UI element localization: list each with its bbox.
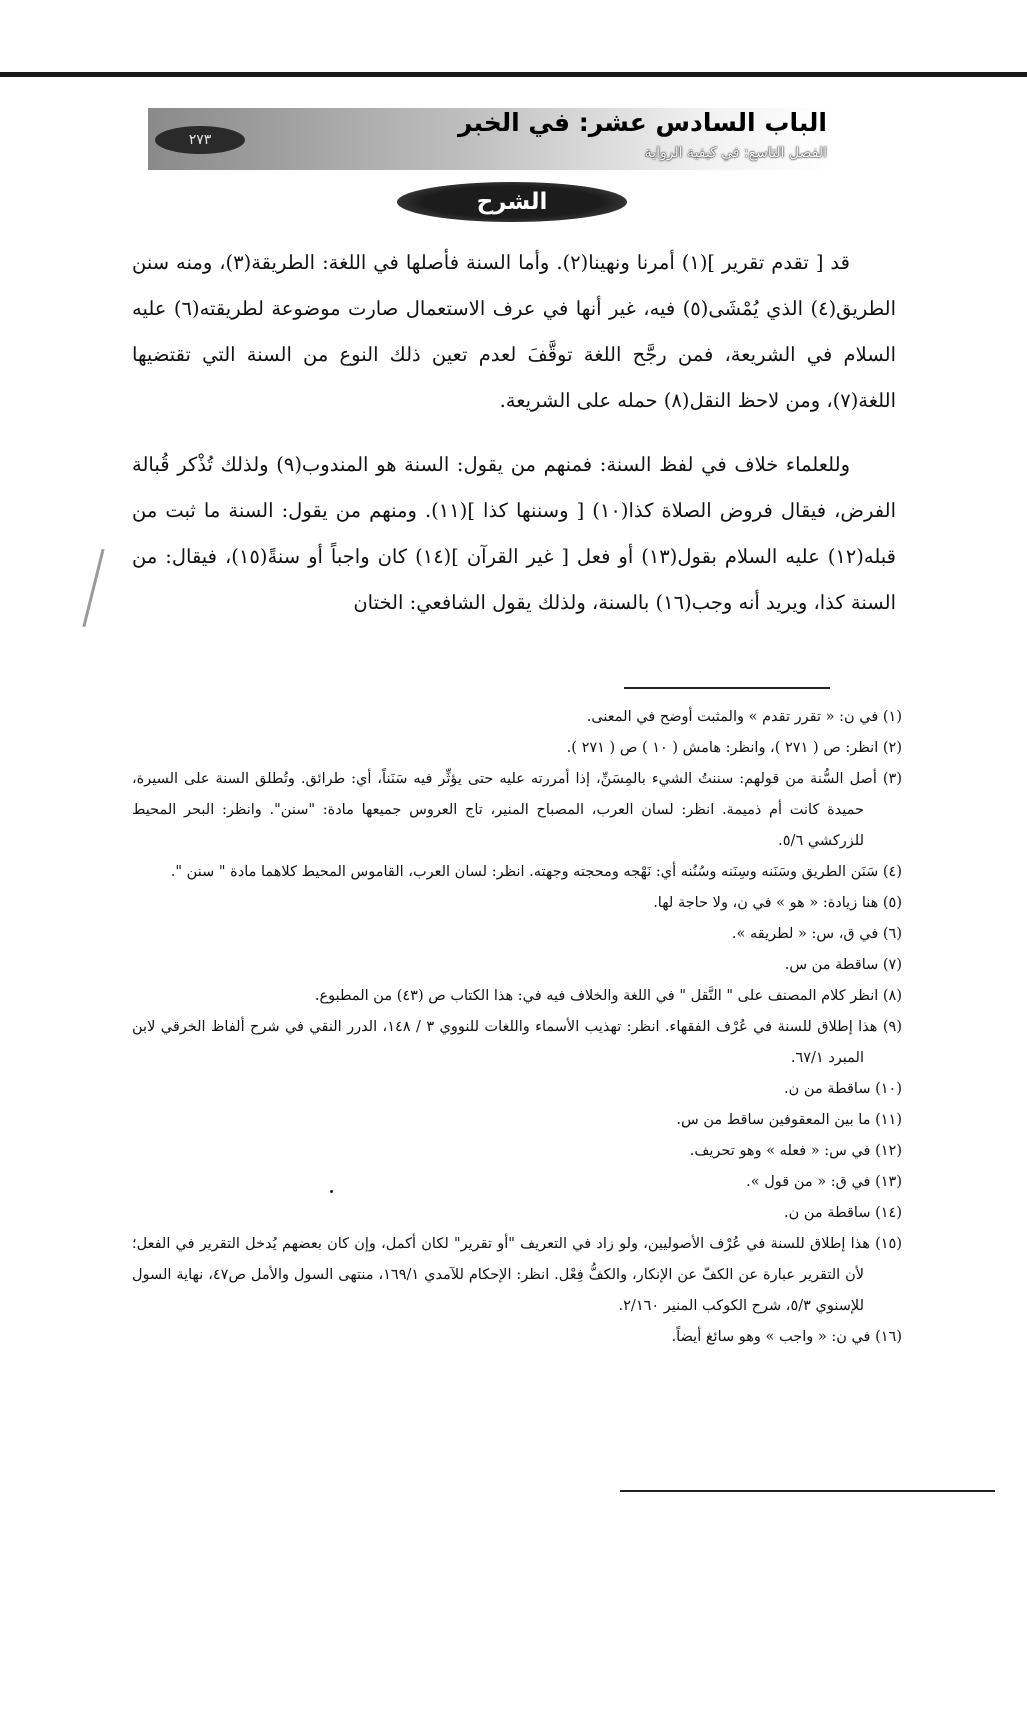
footnote-3: (٣) أصل السُّنة من قولهم: سننتُ الشيء بالمِسَنِّ، إذا أمررته عليه حتى يؤثِّر فيه سَنَناً، أي: طرائق. وتُطلق السنة على السيرة، حميدة كانت أم ذميمة. انظر: لسان العرب، المصباح المنير، تاج العروس جميعها مادة: "سنن". وانظر: البحر المحيط للزركشي ٥/٦. (132, 771, 902, 849)
paragraph-text: وللعلماء خلاف في لفظ السنة: فمنهم من يقول: السنة هو المندوب(٩) ولذلك تُذْكر قُبالة الفرض، فيقال فروض الصلاة كذا(١٠) [ وسننها كذا ](١١). ومنهم من يقول: السنة ما ثبت من قبله(١٢) عليه السلام بقول(١٣) أو فعل [ غير القرآن ](١٤) كان واجباً أو سنةً(١٥)، فيقال: من السنة كذا، ويريد أنه وجب(١٦) بالسنة، ولذلك يقول الشافعي: الختان (132, 453, 897, 614)
section-title: الفصل التاسع: في كيفية الرواية (644, 145, 827, 161)
sharh-heading-badge: الشرح (397, 182, 627, 222)
footnote-5: (٥) هنا زيادة: « هو » في ن، ولا حاجة لها. (653, 895, 902, 911)
footnote-10: (١٠) ساقطة من ن. (784, 1081, 902, 1097)
chapter-title: الباب السادس عشر: في الخبر (457, 108, 827, 137)
footnote-separator (624, 687, 830, 689)
scan-speck (330, 1190, 333, 1193)
footnote-2: (٢) انظر: ص ( ٢٧١ )، وانظر: هامش ( ١٠ ) ص ( ٢٧١ ). (566, 740, 902, 756)
footnote-11: (١١) ما بين المعقوفين ساقط من س. (676, 1112, 902, 1128)
footnote-15: (١٥) هذا إطلاق للسنة في عُرْف الأصوليين، ولو زاد في التعريف "أو تقرير" لكان أكمل، وإن كان بعضهم يُدخل التقرير في الفعل؛ لأن التقرير عبارة عن الكفّ عن الإنكار، والكفُّ فِعْل. انظر: الإحكام للآمدي ١٦٩/١، منتهى السول والأمل ص٤٧، نهاية السول للإسنوي ٥/٣، شرح الكوكب المنير ٢/١٦٠. (132, 1236, 902, 1314)
commentary-paragraph-2 (132, 442, 896, 626)
footnote-7: (٧) ساقطة من س. (784, 957, 902, 973)
footnotes-block (132, 702, 902, 1353)
footnote-4: (٤) سَنَن الطريق وسَنَنه وسِنَنه وسُنُنه أي: نَهْجه ومحجته وجهته. انظر: لسان العرب، القاموس المحيط كلاهما مادة " سنن ". (170, 864, 902, 880)
footnote-14: (١٤) ساقطة من ن. (784, 1205, 902, 1221)
footnote-9: (٩) هذا إطلاق للسنة في عُرْف الفقهاء. انظر: تهذيب الأسماء واللغات للنووي ٣ / ١٤٨، الدرر النقي في شرح ألفاظ الخرقي لابن المبرد ٦٧/١. (132, 1019, 902, 1066)
footnote-12: (١٢) في س: « فعله » وهو تحريف. (689, 1143, 902, 1159)
page-number: ٢٧٣ (155, 126, 245, 154)
paragraph-text: قد [ تقدم تقرير ](١) أمرنا ونهينا(٢). وأما السنة فأصلها في اللغة: الطريقة(٣)، ومنه سنن الطريق(٤) الذي يُمْشَى(٥) فيه، غير أنها في عرف الاستعمال صارت موضوعة لطريقته(٦) عليه السلام في الشريعة، فمن رجَّح اللغة توقَّفَ لعدم تعين ذلك النوع من السنة التي تقتضيها اللغة(٧)، ومن لاحظ النقل(٨) حمله على الشريعة. (132, 251, 896, 412)
bottom-rule (620, 1490, 995, 1492)
footnote-8: (٨) انظر كلام المصنف على " النَّقل " في اللغة والخلاف فيه في: هذا الكتاب ص (٤٣) من المطبوع. (314, 988, 902, 1004)
footnote-13: (١٣) في ق: « من قول ». (746, 1174, 902, 1190)
top-border-rule (0, 72, 1027, 77)
commentary-paragraph-1 (132, 240, 896, 424)
footnote-16: (١٦) في ن: « واجب » وهو سائغ أيضاً. (671, 1329, 902, 1345)
margin-mark (82, 549, 104, 627)
footnote-1: (١) في ن: « تقرر تقدم » والمثبت أوضح في المعنى. (586, 709, 902, 725)
footnote-6: (٦) في ق، س: « لطريقه ». (731, 926, 902, 942)
